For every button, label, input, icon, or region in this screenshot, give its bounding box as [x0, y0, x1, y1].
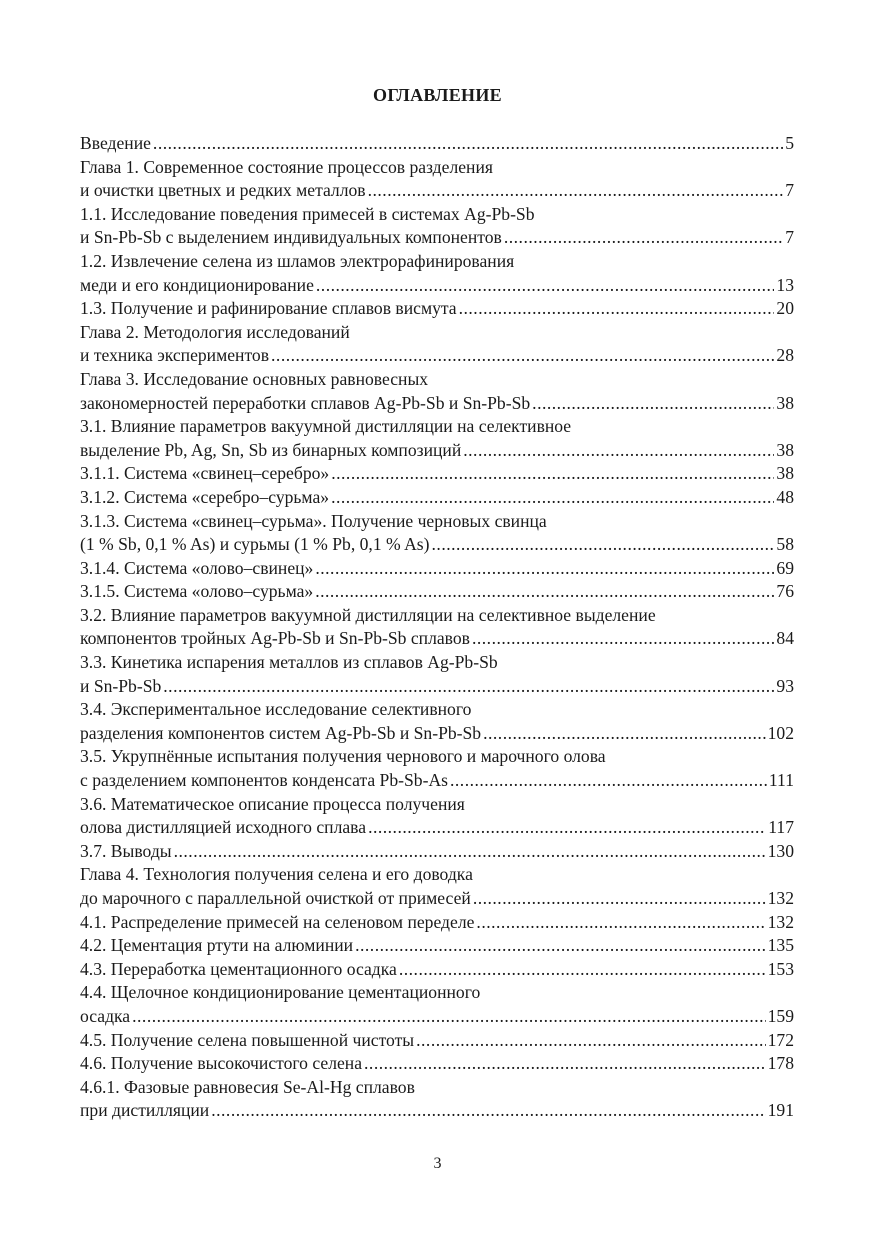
dot-leader: [432, 533, 775, 557]
toc-page-number: 58: [776, 534, 794, 555]
toc-entry-line: [80, 1005, 794, 1029]
toc-page-number: 48: [776, 486, 794, 507]
dot-leader: [476, 911, 765, 935]
toc-page-number: 153: [767, 958, 794, 979]
toc-entry-line: [80, 557, 794, 581]
toc-entry-text: осадка: [80, 1005, 131, 1026]
toc-entry-text: 4.3. Переработка цементационного осадка: [80, 958, 397, 979]
toc-entry: [80, 580, 794, 604]
toc-entry-text: 4.5. Получение селена повышенной чистоты: [80, 1029, 415, 1050]
dot-leader: [331, 462, 774, 486]
toc-page-number: 5: [785, 133, 794, 153]
toc-entry: [80, 1076, 794, 1123]
toc-page-number: 7: [785, 180, 794, 201]
toc-page-number: 132: [767, 911, 794, 932]
toc-entry: [80, 486, 794, 510]
dot-leader: [315, 580, 774, 604]
dot-leader: [211, 1099, 765, 1123]
toc-entry-text: (1 % Sb, 0,1 % As) и сурьмы (1 % Pb, 0,1 % As): [80, 534, 430, 555]
toc-page-number: 38: [776, 463, 794, 484]
toc-page-number: 172: [767, 1029, 794, 1050]
toc-entry-text: Глава 1. Современное состояние процессов разделения: [80, 156, 493, 177]
toc-entry: [80, 321, 794, 368]
toc-entry-text: 1.1. Исследование поведения примесей в системах Ag-Pb-Sb: [80, 203, 535, 224]
toc-page-number: 20: [776, 298, 794, 319]
toc-entry-line: [80, 887, 794, 911]
toc-entry-text: 3.1.5. Система «олово–сурьма»: [80, 581, 314, 602]
toc-page-number: 38: [776, 392, 794, 413]
toc-entry-text: с разделением компонентов конденсата Pb-Sb-As: [80, 770, 448, 791]
toc-entry-text: закономерностей переработки сплавов Ag-Pb-Sb и Sn-Pb-Sb: [80, 392, 531, 413]
toc-entry-line: [80, 816, 794, 840]
toc-entry-line: [80, 722, 794, 746]
toc-entry: [80, 1052, 794, 1076]
toc-page-number: 102: [767, 722, 794, 743]
toc-page-number: 76: [776, 581, 794, 602]
table-of-contents: [80, 132, 794, 1123]
toc-entry-line: [80, 486, 794, 510]
dot-leader: [316, 274, 775, 298]
toc-entry-text: компонентов тройных Ag-Pb-Sb и Sn-Pb-Sb сплавов: [80, 628, 470, 649]
toc-entry-text: 3.2. Влияние параметров вакуумной дистилляции на селективное выделение: [80, 604, 656, 625]
toc-entry: [80, 981, 794, 1028]
toc-entry-line: [80, 179, 794, 203]
toc-entry: [80, 793, 794, 840]
toc-page-number: 111: [768, 770, 794, 791]
toc-page-number: 93: [776, 675, 794, 696]
toc-entry-line: [80, 392, 794, 416]
toc-entry-text: 4.6.1. Фазовые равновесия Se-Al-Hg сплавов: [80, 1076, 415, 1097]
toc-entry-text: 3.6. Математическое описание процесса получения: [80, 793, 465, 814]
dot-leader: [399, 958, 766, 982]
toc-entry-text: 3.4. Экспериментальное исследование селективного: [80, 699, 472, 720]
toc-entry-text: олова дистилляцией исходного сплава: [80, 817, 367, 838]
dot-leader: [504, 226, 783, 250]
toc-entry: [80, 1029, 794, 1053]
toc-entry-line: [80, 840, 794, 864]
toc-entry-text: и Sn-Pb-Sb: [80, 675, 162, 696]
toc-entry-text: 3.1.1. Система «свинец–серебро»: [80, 463, 330, 484]
toc-entry-line: [80, 439, 794, 463]
dot-leader: [459, 297, 775, 321]
dot-leader: [174, 840, 766, 864]
toc-page-number: 130: [767, 840, 794, 861]
toc-page-number: 84: [776, 628, 794, 649]
dot-leader: [483, 722, 766, 746]
toc-page-number: 191: [767, 1100, 794, 1121]
toc-entry: [80, 368, 794, 415]
toc-entry-text: 3.1. Влияние параметров вакуумной дистилляции на селективное: [80, 416, 572, 437]
toc-entry-line: [80, 132, 794, 156]
toc-entry-line: [80, 274, 794, 298]
toc-entry-text: разделения компонентов систем Ag-Pb-Sb и Sn-Pb-Sb: [80, 722, 482, 743]
toc-entry-text: Глава 3. Исследование основных равновесных: [80, 368, 429, 389]
toc-entry-line: [80, 533, 794, 557]
dot-leader: [271, 344, 774, 368]
toc-entry-text: и Sn-Pb-Sb с выделением индивидуальных компонентов: [80, 227, 502, 248]
toc-entry-line: [80, 1029, 794, 1053]
toc-entry-text: и очистки цветных и редких металлов: [80, 180, 366, 201]
dot-leader: [132, 1005, 765, 1029]
toc-page-number: 38: [776, 439, 794, 460]
toc-entry-line: [80, 769, 794, 793]
toc-entry-text: 4.2. Цементация ртути на алюминии: [80, 935, 354, 956]
toc-entry-text: 4.6. Получение высокочистого селена: [80, 1053, 363, 1074]
toc-entry: [80, 510, 794, 557]
toc-entry: [80, 132, 794, 156]
toc-entry: [80, 297, 794, 321]
toc-entry: [80, 863, 794, 910]
toc-entry-line: [80, 344, 794, 368]
toc-entry-text: 3.1.2. Система «серебро–сурьма»: [80, 486, 330, 507]
toc-page-number: 159: [767, 1005, 794, 1026]
toc-entry-text: 3.1.3. Система «свинец–сурьма». Получение черновых свинца: [80, 510, 547, 531]
toc-entry: [80, 203, 794, 250]
toc-page-number: 117: [768, 817, 794, 838]
toc-page-number: 132: [767, 888, 794, 908]
dot-leader: [368, 179, 784, 203]
toc-entry: [80, 698, 794, 745]
toc-entry-line: [80, 297, 794, 321]
toc-entry-text: до марочного с параллельной очисткой от примесей: [80, 888, 471, 908]
toc-entry-line: [80, 1052, 794, 1076]
toc-entry: [80, 934, 794, 958]
toc-entry: [80, 840, 794, 864]
toc-entry: [80, 156, 794, 203]
toc-page-number: 7: [785, 227, 794, 248]
toc-page-number: 135: [767, 935, 794, 956]
dot-leader: [364, 1052, 766, 1076]
toc-entry-text: 4.4. Щелочное кондиционирование цементационного: [80, 982, 481, 1003]
dot-leader: [463, 439, 774, 463]
toc-entry: [80, 604, 794, 651]
toc-entry: [80, 557, 794, 581]
dot-leader: [450, 769, 767, 793]
dot-leader: [163, 675, 774, 699]
toc-entry-text: 3.3. Кинетика испарения металлов из сплавов Ag-Pb-Sb: [80, 652, 498, 673]
toc-entry-text: и техника экспериментов: [80, 345, 270, 366]
toc-entry-text: при дистилляции: [80, 1100, 210, 1121]
toc-entry-line: [80, 958, 794, 982]
toc-entry-line: [80, 911, 794, 935]
toc-entry-text: Введение: [80, 133, 151, 153]
dot-leader: [472, 627, 774, 651]
toc-entry: [80, 958, 794, 982]
dot-leader: [532, 392, 774, 416]
toc-entry-text: Глава 2. Методология исследований: [80, 321, 350, 342]
toc-entry-text: Глава 4. Технология получения селена и его доводка: [80, 864, 473, 885]
dot-leader: [331, 486, 774, 510]
dot-leader: [368, 816, 766, 840]
toc-entry-line: [80, 580, 794, 604]
dot-leader: [416, 1029, 765, 1053]
toc-entry-line: [80, 627, 794, 651]
toc-entry-text: 3.1.4. Система «олово–свинец»: [80, 557, 314, 578]
toc-entry: [80, 462, 794, 486]
dot-leader: [153, 132, 783, 156]
toc-entry-text: меди и его кондиционирование: [80, 274, 314, 295]
toc-entry: [80, 415, 794, 462]
toc-entry: [80, 250, 794, 297]
toc-page-number: 28: [776, 345, 794, 366]
toc-entry: [80, 911, 794, 935]
toc-page-number: 69: [776, 557, 794, 578]
dot-leader: [473, 887, 766, 911]
toc-page-number: 178: [767, 1053, 794, 1074]
toc-entry-text: 1.3. Получение и рафинирование сплавов висмута: [80, 298, 457, 319]
toc-entry-text: 4.1. Распределение примесей на селеновом переделе: [80, 911, 475, 932]
toc-entry-line: [80, 462, 794, 486]
page-number: 3: [433, 1155, 442, 1172]
toc-entry-text: 3.7. Выводы: [80, 840, 172, 861]
toc-entry-text: 3.5. Укрупнённые испытания получения чернового и марочного олова: [80, 746, 606, 767]
toc-entry-line: [80, 675, 794, 699]
toc-entry-line: [80, 1099, 794, 1123]
toc-entry-line: [80, 226, 794, 250]
toc-entry: [80, 745, 794, 792]
dot-leader: [355, 934, 766, 958]
toc-entry-text: выделение Pb, Ag, Sn, Sb из бинарных композиций: [80, 439, 462, 460]
page-title: ОГЛАВЛЕНИЕ: [373, 85, 502, 105]
toc-entry: [80, 651, 794, 698]
dot-leader: [315, 557, 774, 581]
toc-entry-line: [80, 934, 794, 958]
toc-entry-text: 1.2. Извлечение селена из шламов электрорафинирования: [80, 250, 515, 271]
toc-page-number: 13: [776, 274, 794, 295]
